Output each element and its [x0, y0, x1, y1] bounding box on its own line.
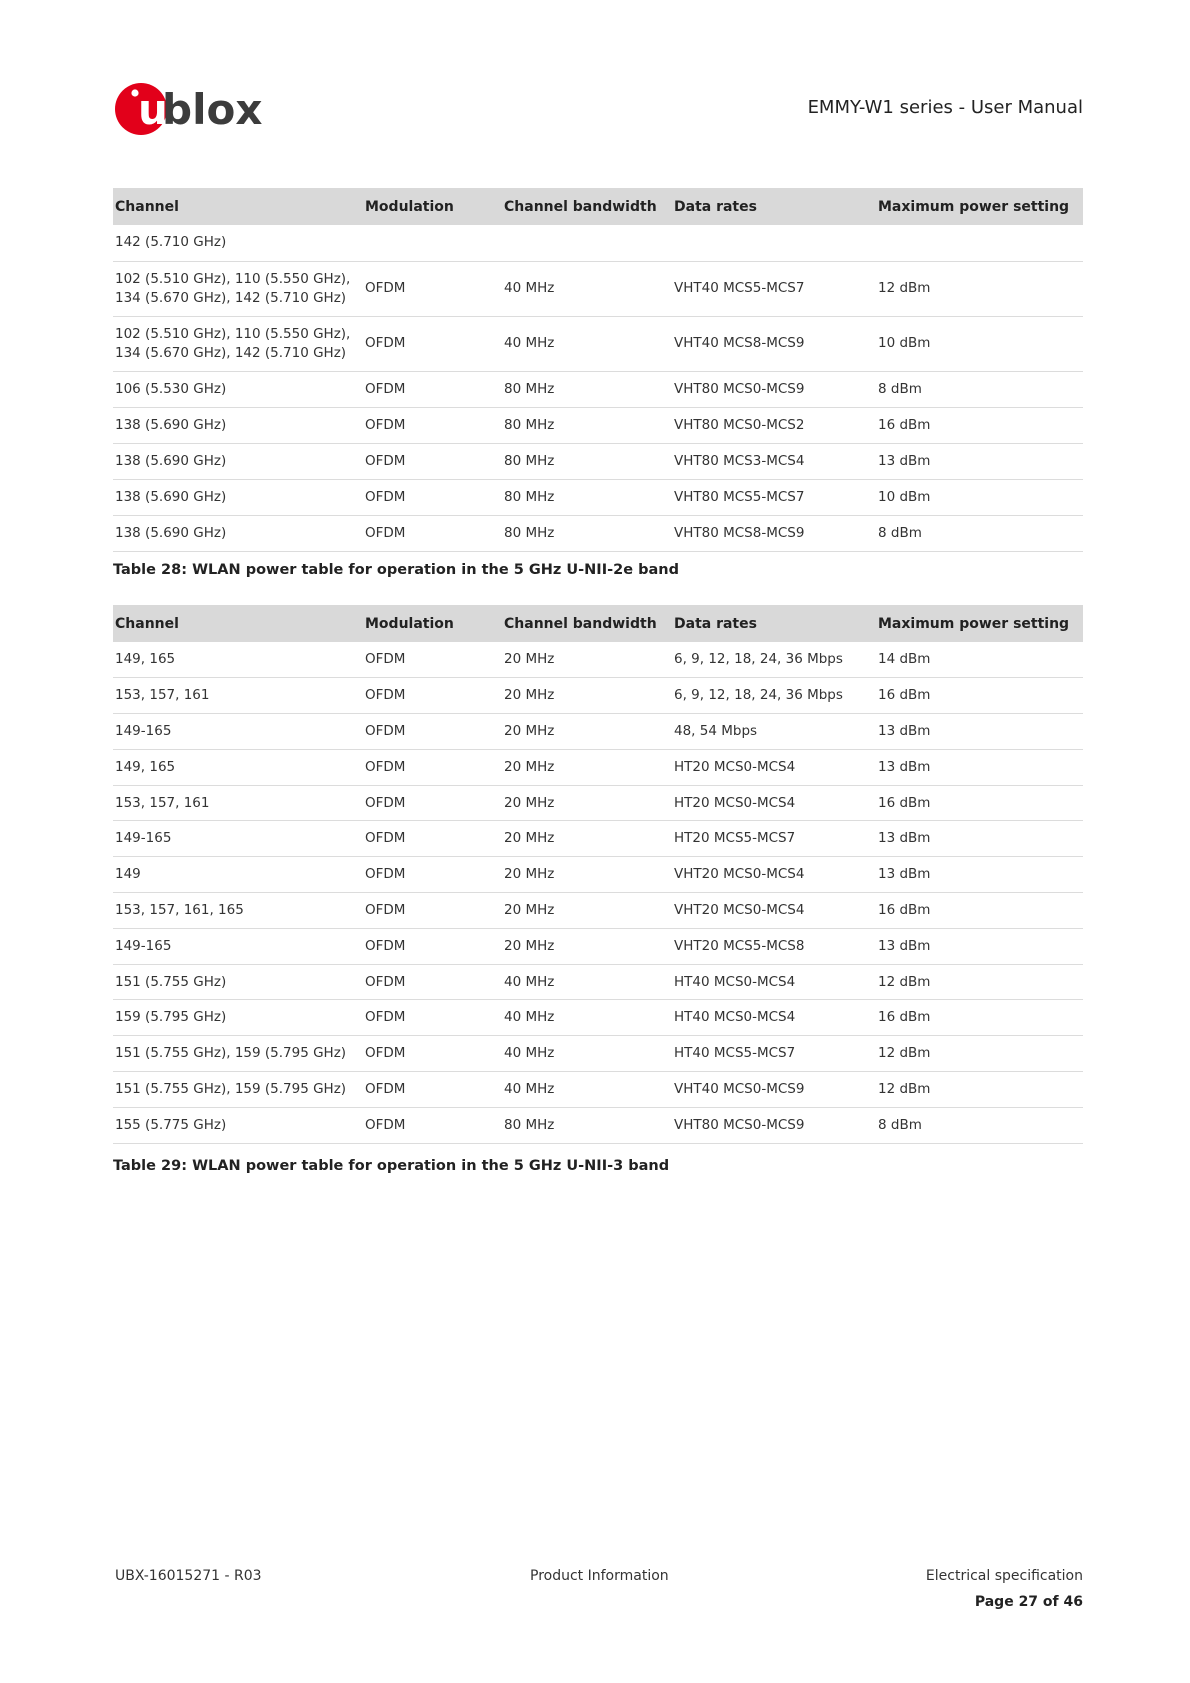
cell-modulation: OFDM [363, 642, 502, 678]
header-channel: Channel [113, 605, 363, 642]
header-bandwidth: Channel bandwidth [502, 605, 672, 642]
cell-max-power: 12 dBm [876, 964, 1083, 1000]
cell-max-power: 13 dBm [876, 857, 1083, 893]
cell-channel: 102 (5.510 GHz), 110 (5.550 GHz), 134 (5.670 GHz), 142 (5.710 GHz) [113, 261, 363, 316]
cell-modulation: OFDM [363, 1000, 502, 1036]
table-row [113, 515, 1083, 551]
cell-channel: 102 (5.510 GHz), 110 (5.550 GHz), 134 (5.670 GHz), 142 (5.710 GHz) [113, 316, 363, 371]
cell-max-power: 8 dBm [876, 1107, 1083, 1143]
wlan-power-table-29 [113, 605, 1083, 1144]
cell-channel: 151 (5.755 GHz), 159 (5.795 GHz) [113, 1036, 363, 1072]
cell-max-power [876, 225, 1083, 261]
table-row [113, 371, 1083, 407]
table-row [113, 479, 1083, 515]
cell-data-rates: 6, 9, 12, 18, 24, 36 Mbps [672, 642, 876, 678]
cell-max-power: 12 dBm [876, 261, 1083, 316]
table-row [113, 893, 1083, 929]
cell-modulation: OFDM [363, 1036, 502, 1072]
table-row [113, 749, 1083, 785]
table-row [113, 928, 1083, 964]
cell-channel: 149 [113, 857, 363, 893]
table-row [113, 1036, 1083, 1072]
cell-data-rates: VHT20 MCS0-MCS4 [672, 893, 876, 929]
cell-modulation: OFDM [363, 515, 502, 551]
cell-data-rates: VHT80 MCS0-MCS9 [672, 1107, 876, 1143]
table-row [113, 964, 1083, 1000]
cell-modulation: OFDM [363, 1107, 502, 1143]
cell-modulation: OFDM [363, 371, 502, 407]
cell-max-power: 12 dBm [876, 1036, 1083, 1072]
cell-data-rates [672, 225, 876, 261]
cell-data-rates: VHT40 MCS5-MCS7 [672, 261, 876, 316]
cell-bandwidth: 20 MHz [502, 821, 672, 857]
cell-modulation: OFDM [363, 1072, 502, 1108]
svg-text:blox: blox [162, 85, 263, 134]
cell-modulation: OFDM [363, 407, 502, 443]
header-modulation: Modulation [363, 605, 502, 642]
table-row [113, 407, 1083, 443]
header-modulation: Modulation [363, 188, 502, 225]
header-max-power: Maximum power setting [876, 188, 1083, 225]
header-bandwidth: Channel bandwidth [502, 188, 672, 225]
cell-data-rates: HT40 MCS0-MCS4 [672, 1000, 876, 1036]
cell-max-power: 8 dBm [876, 515, 1083, 551]
cell-bandwidth: 40 MHz [502, 1036, 672, 1072]
cell-bandwidth: 40 MHz [502, 1000, 672, 1036]
cell-max-power: 16 dBm [876, 678, 1083, 714]
cell-bandwidth: 20 MHz [502, 893, 672, 929]
table-row [113, 1107, 1083, 1143]
cell-data-rates: VHT20 MCS0-MCS4 [672, 857, 876, 893]
footer-document-id: UBX-16015271 - R03 [115, 1568, 262, 1584]
cell-channel: 142 (5.710 GHz) [113, 225, 363, 261]
cell-data-rates: HT40 MCS5-MCS7 [672, 1036, 876, 1072]
cell-max-power: 16 dBm [876, 893, 1083, 929]
cell-channel: 138 (5.690 GHz) [113, 515, 363, 551]
cell-max-power: 16 dBm [876, 785, 1083, 821]
table-header-row [113, 188, 1083, 225]
footer-page-number: Page 27 of 46 [974, 1594, 1083, 1610]
cell-data-rates: VHT40 MCS8-MCS9 [672, 316, 876, 371]
cell-channel: 153, 157, 161 [113, 678, 363, 714]
cell-data-rates: VHT80 MCS3-MCS4 [672, 443, 876, 479]
cell-modulation: OFDM [363, 261, 502, 316]
cell-data-rates: 48, 54 Mbps [672, 714, 876, 750]
cell-data-rates: VHT20 MCS5-MCS8 [672, 928, 876, 964]
cell-bandwidth: 40 MHz [502, 964, 672, 1000]
document-title: EMMY-W1 series - User Manual [807, 97, 1083, 118]
cell-max-power: 16 dBm [876, 407, 1083, 443]
header-data-rates: Data rates [672, 605, 876, 642]
table-row [113, 642, 1083, 678]
footer-product-info: Product Information [530, 1568, 669, 1584]
ublox-logo [112, 78, 272, 138]
cell-modulation: OFDM [363, 785, 502, 821]
cell-channel: 153, 157, 161, 165 [113, 893, 363, 929]
cell-channel: 138 (5.690 GHz) [113, 443, 363, 479]
cell-data-rates: HT40 MCS0-MCS4 [672, 964, 876, 1000]
table-header-row [113, 605, 1083, 642]
cell-max-power: 12 dBm [876, 1072, 1083, 1108]
cell-channel: 149-165 [113, 928, 363, 964]
cell-channel: 149-165 [113, 714, 363, 750]
cell-bandwidth: 80 MHz [502, 371, 672, 407]
cell-bandwidth: 80 MHz [502, 407, 672, 443]
cell-data-rates: VHT80 MCS0-MCS9 [672, 371, 876, 407]
cell-modulation: OFDM [363, 678, 502, 714]
cell-bandwidth: 40 MHz [502, 261, 672, 316]
cell-channel: 149, 165 [113, 749, 363, 785]
cell-bandwidth: 20 MHz [502, 678, 672, 714]
cell-max-power: 16 dBm [876, 1000, 1083, 1036]
header-max-power: Maximum power setting [876, 605, 1083, 642]
cell-max-power: 10 dBm [876, 316, 1083, 371]
header-data-rates: Data rates [672, 188, 876, 225]
cell-channel: 138 (5.690 GHz) [113, 479, 363, 515]
cell-channel: 149, 165 [113, 642, 363, 678]
svg-text:u: u [138, 85, 168, 134]
cell-bandwidth: 80 MHz [502, 443, 672, 479]
cell-bandwidth: 40 MHz [502, 316, 672, 371]
cell-modulation: OFDM [363, 316, 502, 371]
cell-bandwidth: 80 MHz [502, 479, 672, 515]
cell-modulation: OFDM [363, 443, 502, 479]
table-row [113, 1000, 1083, 1036]
cell-modulation: OFDM [363, 821, 502, 857]
cell-data-rates: HT20 MCS0-MCS4 [672, 749, 876, 785]
cell-bandwidth: 20 MHz [502, 928, 672, 964]
table-row [113, 714, 1083, 750]
cell-channel: 151 (5.755 GHz) [113, 964, 363, 1000]
cell-bandwidth: 20 MHz [502, 642, 672, 678]
cell-data-rates: VHT80 MCS8-MCS9 [672, 515, 876, 551]
cell-modulation: OFDM [363, 714, 502, 750]
cell-bandwidth: 80 MHz [502, 515, 672, 551]
cell-channel: 155 (5.775 GHz) [113, 1107, 363, 1143]
cell-data-rates: HT20 MCS0-MCS4 [672, 785, 876, 821]
cell-modulation: OFDM [363, 928, 502, 964]
cell-modulation: OFDM [363, 893, 502, 929]
cell-bandwidth: 40 MHz [502, 1072, 672, 1108]
cell-data-rates: 6, 9, 12, 18, 24, 36 Mbps [672, 678, 876, 714]
cell-modulation [363, 225, 502, 261]
footer-section: Electrical specification [925, 1568, 1083, 1584]
cell-channel: 138 (5.690 GHz) [113, 407, 363, 443]
table-row [113, 857, 1083, 893]
cell-modulation: OFDM [363, 857, 502, 893]
cell-channel: 106 (5.530 GHz) [113, 371, 363, 407]
cell-max-power: 13 dBm [876, 821, 1083, 857]
table-row [113, 316, 1083, 371]
cell-modulation: OFDM [363, 964, 502, 1000]
cell-bandwidth: 20 MHz [502, 785, 672, 821]
cell-bandwidth: 20 MHz [502, 714, 672, 750]
cell-bandwidth: 20 MHz [502, 857, 672, 893]
table-row [113, 1072, 1083, 1108]
cell-max-power: 13 dBm [876, 443, 1083, 479]
cell-bandwidth [502, 225, 672, 261]
cell-max-power: 8 dBm [876, 371, 1083, 407]
table-row [113, 261, 1083, 316]
cell-max-power: 14 dBm [876, 642, 1083, 678]
cell-modulation: OFDM [363, 749, 502, 785]
cell-modulation: OFDM [363, 479, 502, 515]
cell-max-power: 10 dBm [876, 479, 1083, 515]
cell-channel: 149-165 [113, 821, 363, 857]
wlan-power-table-28 [113, 188, 1083, 552]
table-row [113, 225, 1083, 261]
cell-channel: 151 (5.755 GHz), 159 (5.795 GHz) [113, 1072, 363, 1108]
cell-data-rates: VHT80 MCS5-MCS7 [672, 479, 876, 515]
cell-max-power: 13 dBm [876, 749, 1083, 785]
cell-bandwidth: 20 MHz [502, 749, 672, 785]
cell-data-rates: VHT40 MCS0-MCS9 [672, 1072, 876, 1108]
cell-channel: 159 (5.795 GHz) [113, 1000, 363, 1036]
cell-data-rates: HT20 MCS5-MCS7 [672, 821, 876, 857]
table-row [113, 785, 1083, 821]
table-row [113, 678, 1083, 714]
cell-data-rates: VHT80 MCS0-MCS2 [672, 407, 876, 443]
table-28-caption: Table 28: WLAN power table for operation in the 5 GHz U-NII-2e band [113, 562, 679, 578]
cell-channel: 153, 157, 161 [113, 785, 363, 821]
table-row [113, 821, 1083, 857]
cell-bandwidth: 80 MHz [502, 1107, 672, 1143]
table-row [113, 443, 1083, 479]
table-29-caption: Table 29: WLAN power table for operation in the 5 GHz U-NII-3 band [113, 1158, 670, 1174]
cell-max-power: 13 dBm [876, 928, 1083, 964]
header-channel: Channel [113, 188, 363, 225]
cell-max-power: 13 dBm [876, 714, 1083, 750]
